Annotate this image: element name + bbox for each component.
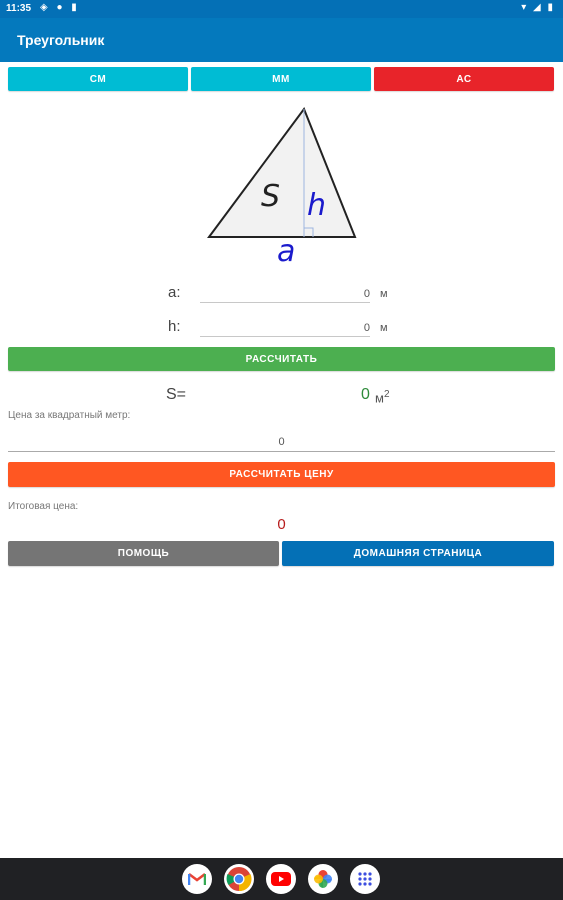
input-a-underline bbox=[200, 302, 370, 303]
calculate-button[interactable]: РАССЧИТАТЬ bbox=[8, 347, 555, 371]
price-input[interactable]: 0 bbox=[278, 436, 285, 448]
unit-button-mm[interactable]: ММ bbox=[191, 67, 371, 91]
system-icons: ▾ ◢ ▮ bbox=[521, 2, 555, 13]
app-drawer-icon[interactable] bbox=[350, 864, 380, 894]
area-label: S bbox=[261, 179, 281, 214]
price-label: Цена за квадратный метр: bbox=[8, 410, 131, 421]
taskbar-dock bbox=[0, 858, 563, 900]
base-label: a bbox=[277, 234, 296, 269]
input-h-field[interactable]: 0 bbox=[363, 322, 370, 334]
total-label: Итоговая цена: bbox=[8, 501, 79, 512]
total-value: 0 bbox=[277, 516, 286, 533]
result-label: S= bbox=[166, 386, 187, 403]
help-button[interactable]: ПОМОЩЬ bbox=[8, 541, 279, 566]
triangle-icon bbox=[200, 100, 370, 270]
result-unit-base: м bbox=[375, 390, 384, 406]
status-time: 11:35 bbox=[6, 3, 32, 14]
input-a-field[interactable]: 0 bbox=[363, 288, 370, 300]
triangle-diagram bbox=[200, 100, 370, 270]
status-bar bbox=[0, 0, 563, 18]
unit-button-ac[interactable]: АС bbox=[374, 67, 554, 91]
photos-icon[interactable] bbox=[308, 864, 338, 894]
youtube-icon[interactable] bbox=[266, 864, 296, 894]
input-h-label: h: bbox=[168, 318, 181, 335]
result-unit bbox=[375, 389, 390, 405]
app-title: Треугольник bbox=[17, 32, 105, 48]
result-value: 0 bbox=[361, 386, 370, 403]
input-h-unit: м bbox=[380, 322, 388, 334]
input-a-label: a: bbox=[168, 284, 181, 301]
gmail-icon[interactable] bbox=[182, 864, 212, 894]
input-h-underline bbox=[200, 336, 370, 337]
height-label: h bbox=[307, 188, 327, 223]
chrome-icon[interactable] bbox=[224, 864, 254, 894]
notification-icons: ◈ ● ▮ bbox=[40, 2, 80, 13]
unit-button-cm[interactable]: СМ bbox=[8, 67, 188, 91]
price-input-underline bbox=[8, 451, 555, 452]
home-page-button[interactable]: ДОМАШНЯЯ СТРАНИЦА bbox=[282, 541, 554, 566]
app-bar bbox=[0, 18, 563, 62]
input-a-unit: м bbox=[380, 288, 388, 300]
result-unit-exponent: 2 bbox=[383, 389, 390, 400]
calculate-price-button[interactable]: РАССЧИТАТЬ ЦЕНУ bbox=[8, 462, 555, 487]
